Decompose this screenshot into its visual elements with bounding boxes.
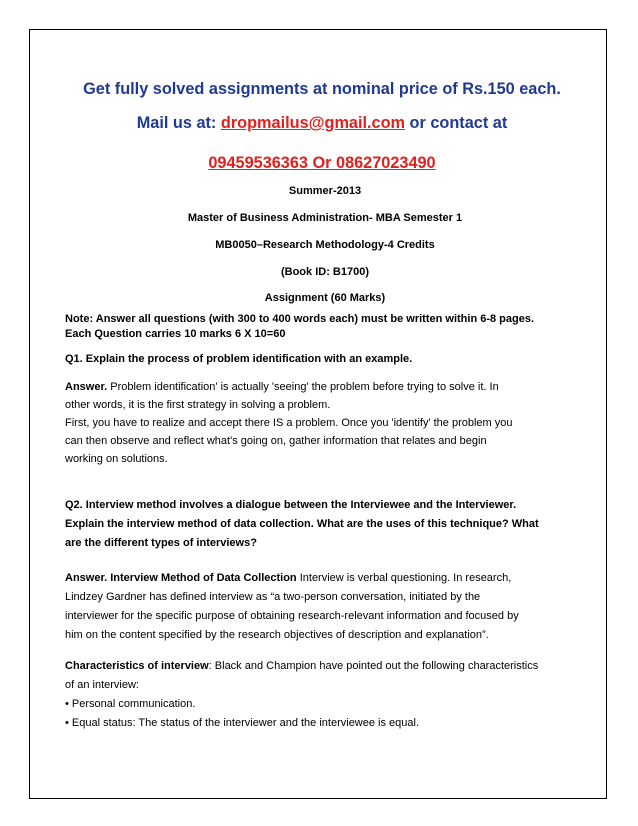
characteristics-line-2: of an interview: (65, 679, 139, 691)
promo-phones (67, 152, 577, 174)
q2-answer-line-3: interviewer for the specific purpose of obtaining research-relevant information and focused by (65, 610, 519, 622)
mail-prefix: Mail us at: (136, 114, 221, 132)
assignment: Assignment (60 Marks) (264, 292, 386, 304)
q1-question: Q1. Explain the process of problem identification with an example. (65, 353, 413, 365)
q2-answer-line-2: Lindzey Gardner has defined interview as “a two-person conversation, initiated by the (65, 591, 481, 603)
q1-answer (65, 378, 575, 468)
characteristics-line-1: : Black and Champion have pointed out the following characteristics (208, 660, 539, 672)
q2-answer-line-1: Interview is verbal questioning. In research, (296, 572, 512, 584)
term: Summer-2013 (288, 185, 362, 197)
note-line-2: Each Question carries 10 marks 6 X 10=60 (65, 328, 286, 340)
characteristics-line-3: • Personal communication. (65, 698, 196, 710)
q2-question-line-1: Q2. Interview method involves a dialogue between the Interviewee and the Interviewer. (65, 499, 517, 511)
q1-answer-line-4: can then observe and reflect what's going on, gather information that relates and begin (65, 435, 487, 447)
promo-line: Get fully solved assignments at nominal price of Rs.150 each. (83, 80, 561, 98)
q1-answer-label: Answer. (65, 381, 108, 393)
q2-answer-line-4: him on the content specified by the research objectives of description and explanation”. (65, 629, 489, 641)
q2-question-line-3: are the different types of interviews? (65, 537, 257, 549)
phone-numbers: 09459536363 Or 08627023490 (208, 154, 436, 172)
q2-question (65, 496, 575, 553)
q2-answer-label: Answer. Interview Method of Data Collection (65, 572, 297, 584)
note (65, 312, 575, 342)
q1-answer-line-5: working on solutions. (65, 453, 168, 465)
q2-characteristics (65, 657, 575, 733)
program: Master of Business Administration- MBA Semester 1 (187, 212, 463, 224)
email-link[interactable]: dropmailus@gmail.com (220, 114, 406, 132)
characteristics-line-4: • Equal status: The status of the interviewer and the interviewee is equal. (65, 717, 420, 729)
promo-mail-line (67, 112, 577, 134)
note-line-1: Note: Answer all questions (with 300 to 400 words each) must be written within 6-8 pages. (65, 313, 535, 325)
q2-question-line-2: Explain the interview method of data collection. What are the uses of this technique? What (65, 518, 539, 530)
q1-answer-line-2: other words, it is the first strategy in solving a problem. (65, 399, 331, 411)
book-id: (Book ID: B1700) (280, 266, 370, 278)
characteristics-label: Characteristics of interview (65, 660, 209, 672)
q1-answer-line-3: First, you have to realize and accept there IS a problem. Once you 'identify' the problem you (65, 417, 513, 429)
mail-suffix: or contact at (405, 114, 508, 132)
course: MB0050–Research Methodology-4 Credits (215, 239, 435, 251)
q2-answer (65, 569, 575, 645)
q1-answer-line-1: Problem identification' is actually 'seeing' the problem before trying to solve it. In (107, 381, 499, 393)
